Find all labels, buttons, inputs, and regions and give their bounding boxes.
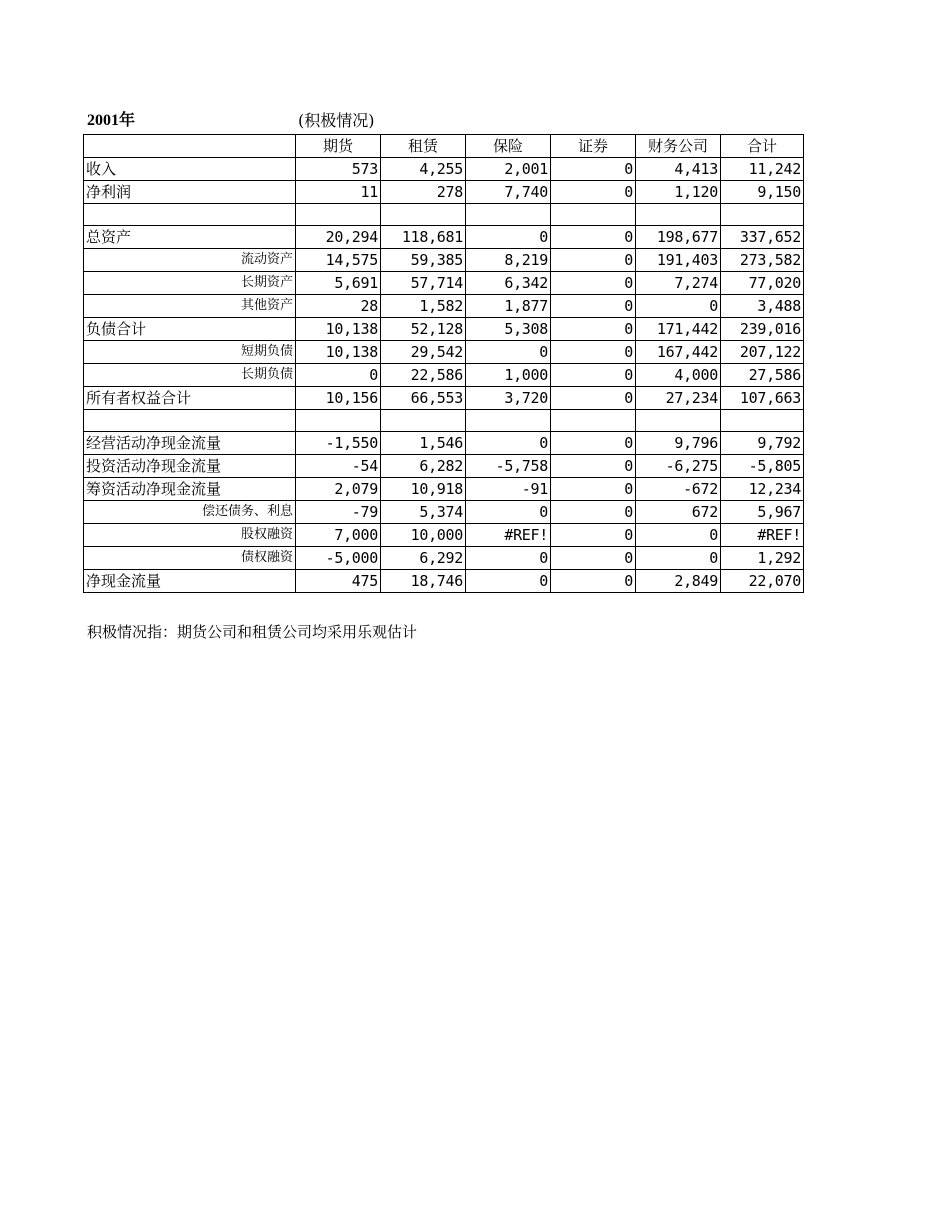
value-cell: 239,016	[721, 318, 804, 341]
value-cell	[721, 410, 804, 432]
value-cell: 0	[551, 341, 636, 364]
row-label: 流动资产	[84, 249, 296, 272]
table-row	[84, 181, 804, 204]
row-label: 债权融资	[84, 547, 296, 570]
value-cell	[636, 410, 721, 432]
value-cell: 0	[636, 524, 721, 547]
value-cell	[466, 204, 551, 226]
value-cell	[381, 204, 466, 226]
value-cell: 18,746	[381, 570, 466, 593]
value-cell: 278	[381, 181, 466, 204]
value-cell: 8,219	[466, 249, 551, 272]
value-cell: 22,070	[721, 570, 804, 593]
value-cell: 9,796	[636, 432, 721, 455]
row-label: 总资产	[84, 226, 296, 249]
value-cell: 0	[636, 547, 721, 570]
value-cell	[636, 204, 721, 226]
value-cell: 5,308	[466, 318, 551, 341]
value-cell: 0	[551, 181, 636, 204]
value-cell: 6,282	[381, 455, 466, 478]
value-cell: 3,488	[721, 295, 804, 318]
table-row	[84, 432, 804, 455]
value-cell	[551, 410, 636, 432]
value-cell: -91	[466, 478, 551, 501]
value-cell: -54	[296, 455, 381, 478]
value-cell: 1,292	[721, 547, 804, 570]
table-row	[84, 249, 804, 272]
value-cell: 7,274	[636, 272, 721, 295]
value-cell: 10,918	[381, 478, 466, 501]
value-cell: 0	[551, 295, 636, 318]
value-cell: 0	[296, 364, 381, 387]
value-cell: 118,681	[381, 226, 466, 249]
value-cell: -672	[636, 478, 721, 501]
value-cell: 0	[551, 547, 636, 570]
value-cell: -5,805	[721, 455, 804, 478]
value-cell: 10,138	[296, 341, 381, 364]
header-row	[84, 135, 804, 158]
row-label: 筹资活动净现金流量	[84, 478, 296, 501]
row-label: 经营活动净现金流量	[84, 432, 296, 455]
value-cell: 14,575	[296, 249, 381, 272]
value-cell: #REF!	[466, 524, 551, 547]
value-cell: #REF!	[721, 524, 804, 547]
table-row	[84, 410, 804, 432]
value-cell: 337,652	[721, 226, 804, 249]
column-header-total: 合计	[721, 135, 804, 158]
value-cell: 273,582	[721, 249, 804, 272]
value-cell: 4,000	[636, 364, 721, 387]
value-cell: 7,740	[466, 181, 551, 204]
value-cell: 475	[296, 570, 381, 593]
value-cell: 0	[466, 547, 551, 570]
row-label: 收入	[84, 158, 296, 181]
value-cell: 0	[551, 570, 636, 593]
report-year: 2001年	[87, 112, 136, 129]
value-cell: -5,758	[466, 455, 551, 478]
row-label: 净现金流量	[84, 570, 296, 593]
column-header-futures: 期货	[296, 135, 381, 158]
value-cell: 7,000	[296, 524, 381, 547]
value-cell: 0	[551, 455, 636, 478]
value-cell: 1,000	[466, 364, 551, 387]
value-cell: 27,586	[721, 364, 804, 387]
value-cell: -79	[296, 501, 381, 524]
table-row	[84, 158, 804, 181]
value-cell: 573	[296, 158, 381, 181]
value-cell: 1,120	[636, 181, 721, 204]
table-row	[84, 364, 804, 387]
value-cell: 0	[551, 432, 636, 455]
row-label: 长期资产	[84, 272, 296, 295]
value-cell: 0	[551, 501, 636, 524]
value-cell: -6,275	[636, 455, 721, 478]
table-row	[84, 341, 804, 364]
value-cell: 9,792	[721, 432, 804, 455]
value-cell: 198,677	[636, 226, 721, 249]
value-cell: 171,442	[636, 318, 721, 341]
row-label	[84, 410, 296, 432]
footnote: 积极情况指：期货公司和租赁公司均采用乐观估计	[87, 623, 418, 641]
value-cell: 52,128	[381, 318, 466, 341]
value-cell: -5,000	[296, 547, 381, 570]
row-label: 股权融资	[84, 524, 296, 547]
value-cell: 0	[636, 295, 721, 318]
value-cell: 167,442	[636, 341, 721, 364]
row-label: 偿还债务、利息	[84, 501, 296, 524]
table-row	[84, 272, 804, 295]
value-cell	[296, 410, 381, 432]
value-cell: 12,234	[721, 478, 804, 501]
value-cell: 66,553	[381, 387, 466, 410]
value-cell: 6,342	[466, 272, 551, 295]
row-label	[84, 204, 296, 226]
value-cell: 0	[466, 501, 551, 524]
value-cell: 5,691	[296, 272, 381, 295]
table-row	[84, 455, 804, 478]
table-row	[84, 226, 804, 249]
value-cell: 0	[551, 524, 636, 547]
row-label: 所有者权益合计	[84, 387, 296, 410]
value-cell: 20,294	[296, 226, 381, 249]
table-row	[84, 478, 804, 501]
value-cell: 107,663	[721, 387, 804, 410]
value-cell: 11,242	[721, 158, 804, 181]
table-row	[84, 387, 804, 410]
column-header-securities: 证券	[551, 135, 636, 158]
row-label: 长期负债	[84, 364, 296, 387]
value-cell: 2,079	[296, 478, 381, 501]
value-cell: 4,255	[381, 158, 466, 181]
value-cell: 57,714	[381, 272, 466, 295]
value-cell: 0	[551, 249, 636, 272]
value-cell: 77,020	[721, 272, 804, 295]
row-label: 负债合计	[84, 318, 296, 341]
value-cell: 0	[551, 318, 636, 341]
value-cell: 0	[466, 432, 551, 455]
value-cell: 1,877	[466, 295, 551, 318]
value-cell: 0	[551, 272, 636, 295]
table-row	[84, 570, 804, 593]
value-cell: 2,001	[466, 158, 551, 181]
value-cell: 0	[551, 158, 636, 181]
value-cell	[551, 204, 636, 226]
column-header-finance-company: 财务公司	[636, 135, 721, 158]
row-label: 净利润	[84, 181, 296, 204]
value-cell: 1,546	[381, 432, 466, 455]
value-cell: 29,542	[381, 341, 466, 364]
value-cell: 28	[296, 295, 381, 318]
column-header-insurance: 保险	[466, 135, 551, 158]
value-cell: 10,156	[296, 387, 381, 410]
scenario-note: (积极情况)	[298, 111, 375, 130]
value-cell: 0	[551, 226, 636, 249]
value-cell: 0	[466, 341, 551, 364]
value-cell: 5,967	[721, 501, 804, 524]
value-cell: 11	[296, 181, 381, 204]
column-header-leasing: 租赁	[381, 135, 466, 158]
value-cell: 22,586	[381, 364, 466, 387]
value-cell	[381, 410, 466, 432]
value-cell: 10,000	[381, 524, 466, 547]
value-cell: 10,138	[296, 318, 381, 341]
value-cell: 6,292	[381, 547, 466, 570]
row-label: 投资活动净现金流量	[84, 455, 296, 478]
table-row	[84, 295, 804, 318]
value-cell: 5,374	[381, 501, 466, 524]
value-cell: 672	[636, 501, 721, 524]
value-cell: 59,385	[381, 249, 466, 272]
table-row	[84, 547, 804, 570]
table-row	[84, 318, 804, 341]
value-cell: 0	[551, 364, 636, 387]
table-row	[84, 501, 804, 524]
value-cell: 4,413	[636, 158, 721, 181]
value-cell: 2,849	[636, 570, 721, 593]
value-cell: 0	[551, 387, 636, 410]
value-cell: 27,234	[636, 387, 721, 410]
table-row	[84, 524, 804, 547]
value-cell: 0	[466, 226, 551, 249]
value-cell	[466, 410, 551, 432]
value-cell: -1,550	[296, 432, 381, 455]
table-row	[84, 204, 804, 226]
value-cell: 207,122	[721, 341, 804, 364]
value-cell: 0	[466, 570, 551, 593]
value-cell: 0	[551, 478, 636, 501]
header-corner-cell	[84, 135, 296, 158]
value-cell	[296, 204, 381, 226]
value-cell: 191,403	[636, 249, 721, 272]
financial-table	[83, 134, 804, 593]
value-cell	[721, 204, 804, 226]
value-cell: 9,150	[721, 181, 804, 204]
value-cell: 3,720	[466, 387, 551, 410]
value-cell: 1,582	[381, 295, 466, 318]
row-label: 其他资产	[84, 295, 296, 318]
row-label: 短期负债	[84, 341, 296, 364]
